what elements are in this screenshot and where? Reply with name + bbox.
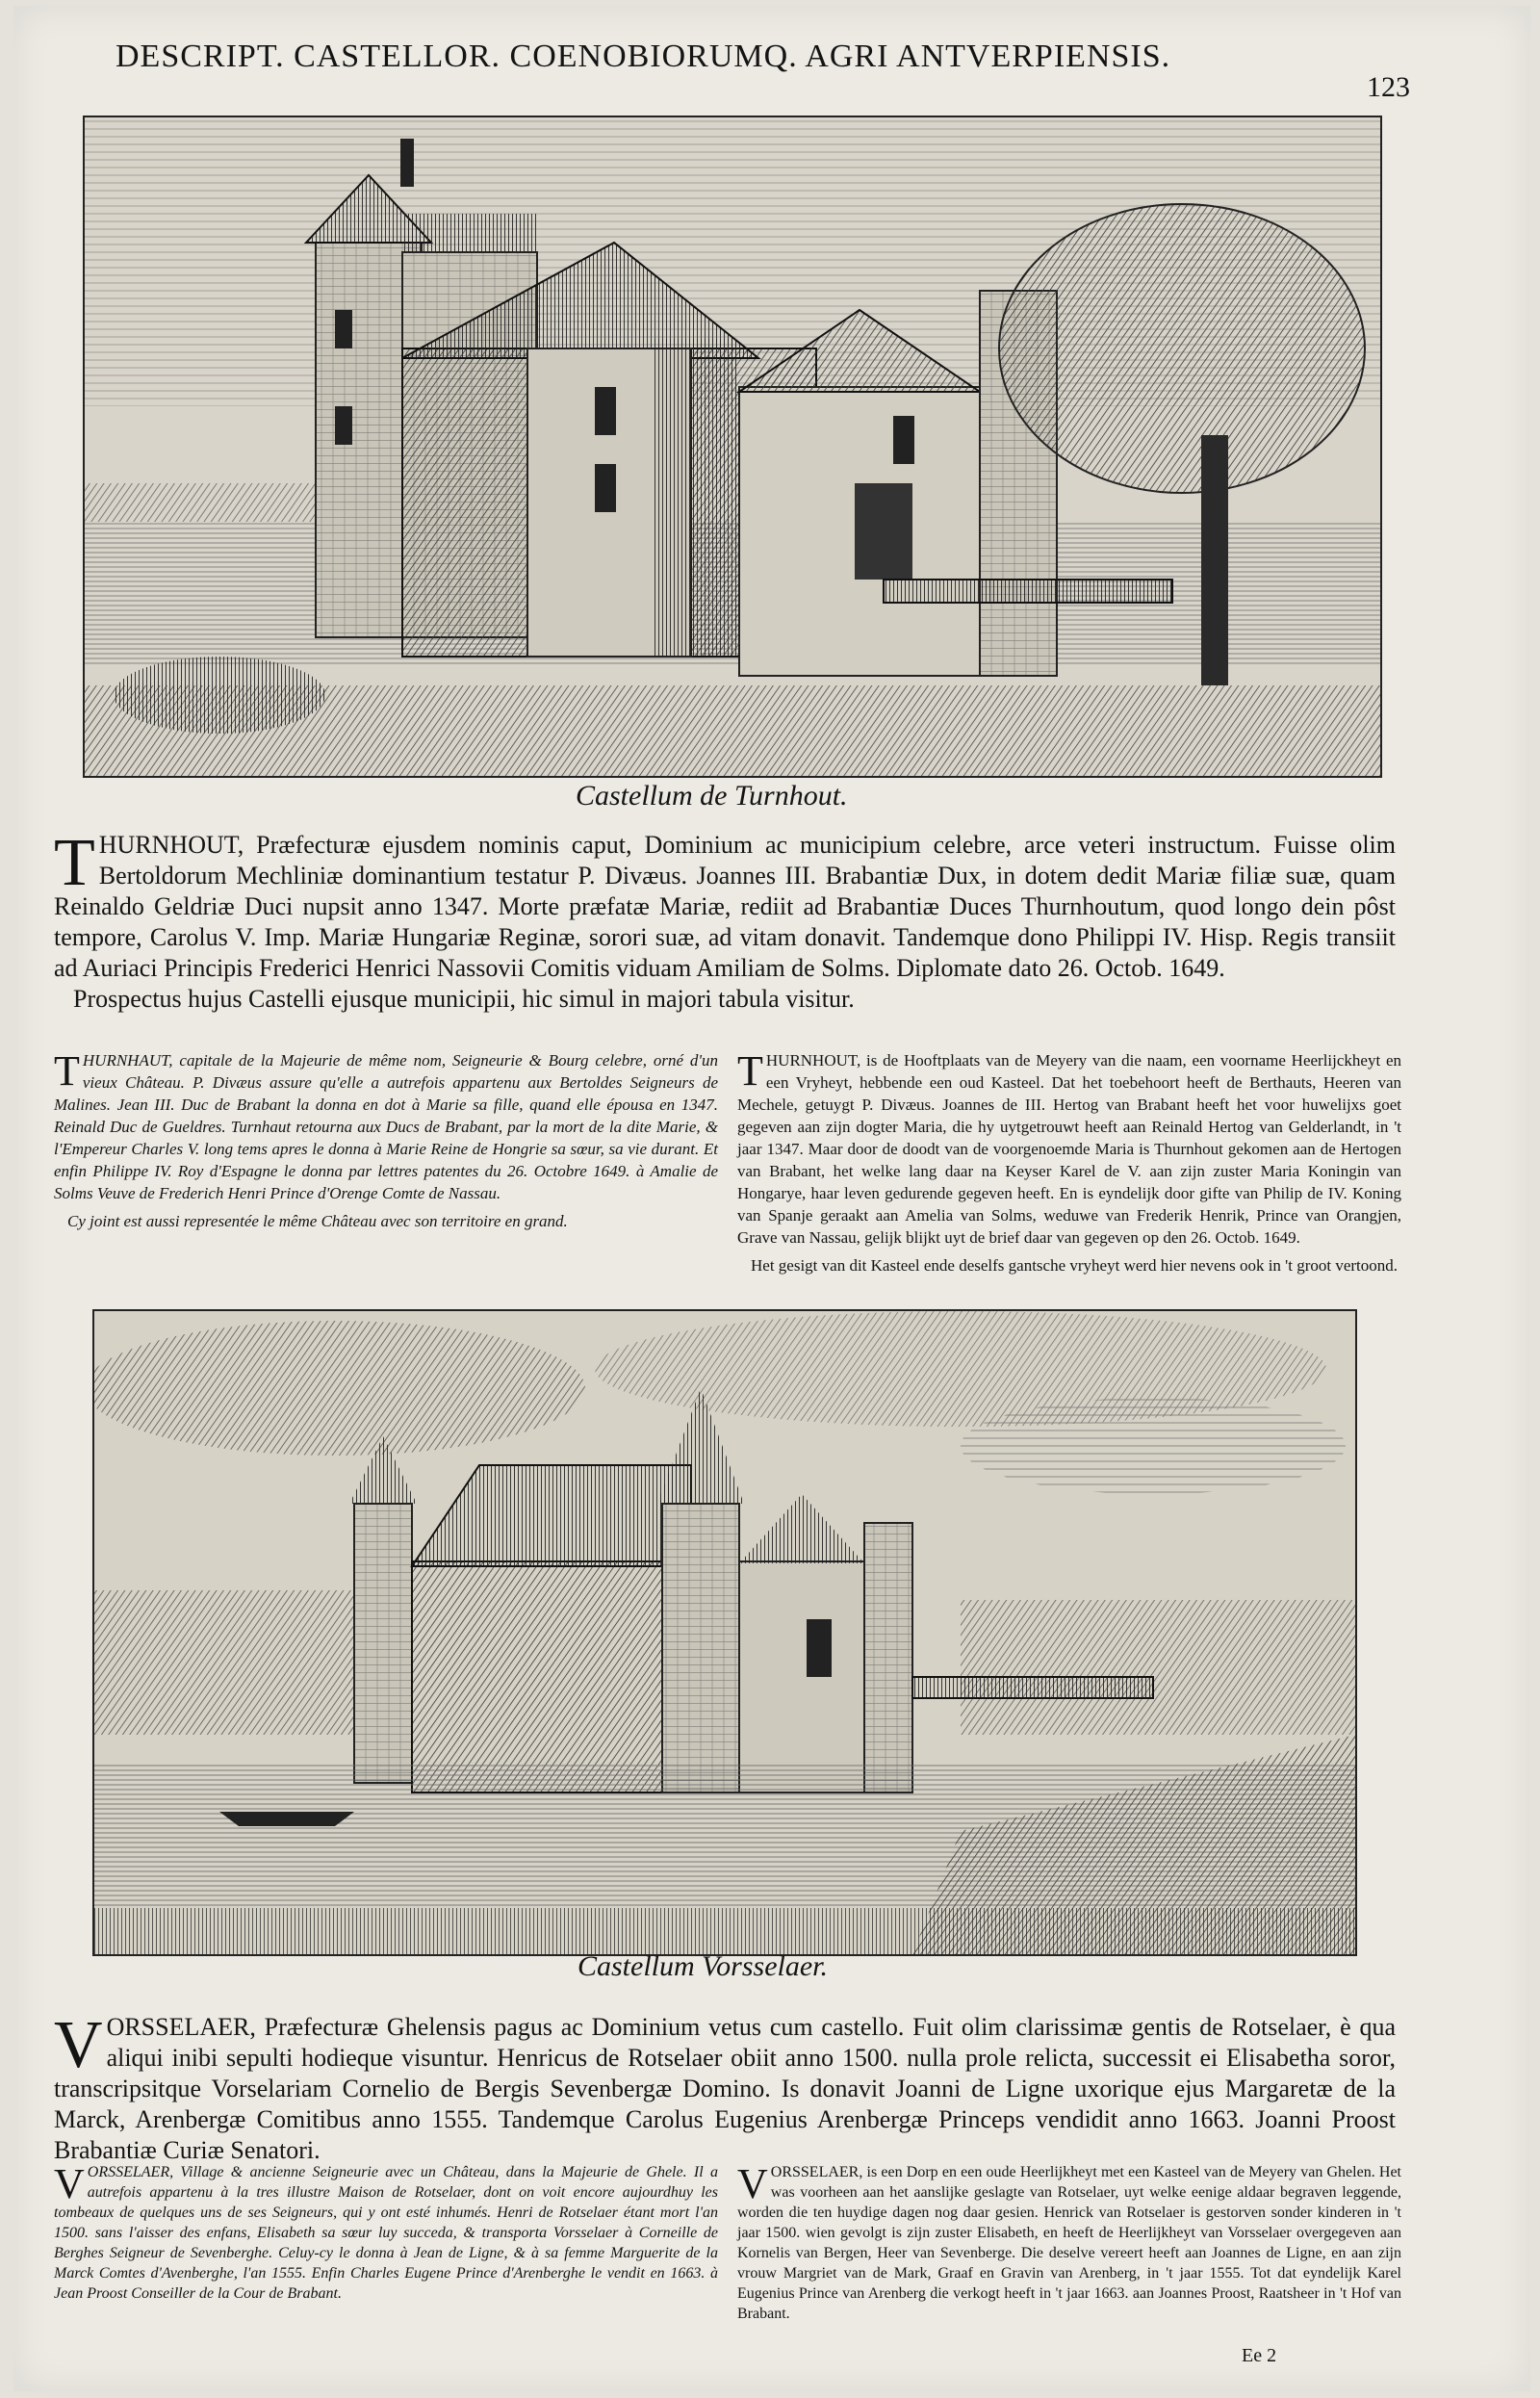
engraving-turnhout	[85, 117, 1380, 776]
dropcap: V	[54, 2008, 103, 2082]
latin-prospectus-note: Prospectus hujus Castelli ejusque municipii, hic simul in majori tabula visitur.	[73, 985, 855, 1013]
plate-castellum-vorsselaer	[92, 1309, 1357, 1956]
dropcap: T	[54, 1047, 80, 1095]
dutch-paragraph: ORSSELAER, is een Dorp en een oude Heerlijkheyt met een Kasteel van de Meyery van Ghelen. Het was voorheen aan het aanslijke geslagte van Rotselaer, uyt welke eenige aldaar begraven leggende, worden die ten huydige dagen nog daar gesien. Henrick van Rotselaer is gestorven sonder kinderen in 't jaar 1500. wien gevolgt is zijn zuster Elisabeth, en heeft de Heerlijkheyt van Vorsselaer overgegeven aan Kornelis van Bergen, Heer van Sevenberge. Die deselve vereert heeft aan Joannes de Ligne, en aan zijn vrouw Margriet van de Mark, Graaf en Gravin van Arenberg, in 't jaar 1555. Tot dat eyndelijk Karel Eugenius Prince van Arenberg die verkogt heeft in 't jaar 1663. aan Joannes Proost, Raatsheer in 't Hof van Brabant.	[737, 2164, 1401, 2322]
plate-castellum-turnhout	[83, 116, 1382, 778]
engraving-vorsselaer	[94, 1311, 1355, 1954]
plate-caption-vorsselaer: Castellum Vorsselaer.	[578, 1950, 829, 1982]
latin-paragraph: ORSSELAER, Præfecturæ Ghelensis pagus ac Dominium vetus cum castello. Fuit olim clarissimæ gentis de Rotselaer, è qua aliqui inibi sepulti hodieque visuntur. Henricus de Rotselaer obiit anno 1500. nulla prole relicta, successit ei Elisabetha soror, transcripsitque Vorselariam Cornelio de Bergis Sevenbergæ Domino. Is donavit Joanni de Ligne uxorique ejus Margaretæ de la Marck, Arenbergæ Comitibus anno 1555. Tandemque Carolus Eugenius Arenbergæ Princeps vendidit anno 1663. Joanni Proost Brabantiæ Curiæ Senatori.	[54, 2013, 1396, 2164]
dropcap: T	[737, 1047, 763, 1095]
dutch-column-turnhout	[737, 1049, 1401, 1276]
plate-caption-turnhout: Castellum de Turnhout.	[576, 780, 848, 812]
french-note: Cy joint est aussi representée le même Château avec son territoire en grand.	[67, 1212, 568, 1230]
french-column-vorsselaer	[54, 2162, 718, 2304]
latin-text-turnhout	[54, 826, 1396, 1015]
page-number: 123	[1367, 71, 1410, 103]
dutch-note: Het gesigt van dit Kasteel ende deselfs gantsche vryheyt werd hier nevens ook in 't groot vertoond.	[751, 1256, 1399, 1275]
french-paragraph: ORSSELAER, Village & ancienne Seigneurie avec un Château, dans la Majeurie de Ghele. Il a autrefois appartenu à la tres illustre Maison de Rotselaer, dont on voit encore aujourdhuy les tombeaux de quelques uns de ses Seigneurs, qui y ont esté inhumés. Henri de Rotselaer étant mort l'an 1500. sans l'aisser des enfans, Elisabeth sa sœur luy succeda, & transporta Vorsselaer à Corneille de Berghes Seigneur de Sevenberghe. Celuy-cy le donna à Jean de Ligne, & à sa femme Marguerite de la Marck Comtes d'Avenberghe, l'an 1555. Enfin Charles Eugene Prince d'Arenberghe le vendit en 1663. à Jean Proost Conseiller de la Cour de Brabant.	[54, 2164, 718, 2302]
signature-mark: Ee 2	[1242, 2345, 1277, 2366]
latin-text-vorsselaer	[54, 2008, 1396, 2166]
dropcap: V	[54, 2160, 85, 2207]
latin-paragraph: HURNHOUT, Præfecturæ ejusdem nominis caput, Dominium ac municipium celebre, arce veteri instructum. Fuisse olim Bertoldorum Mechliniæ dominantium testatur P. Divæus. Joannes III. Brabantiæ Dux, in dotem dedit Mariæ filiæ suæ, quam Reinaldo Geldriæ Duci nupsit anno 1347. Morte præfatæ Mariæ, rediit ad Brabantiæ Duces Thurnhoutum, quod longo dein pôst tempore, Carolus V. Imp. Mariæ Hungariæ Reginæ, sorori suæ, ad vitam donavit. Tandemque dono Philippi IV. Hisp. Regis transiit ad Auriaci Principis Frederici Henrici Nassovii Comitis viduam Amiliam de Solms. Diplomate dato 26. Octob. 1649.	[54, 831, 1396, 982]
dutch-column-vorsselaer	[737, 2162, 1401, 2324]
dropcap: T	[54, 826, 95, 900]
french-column-turnhout	[54, 1049, 718, 1232]
dutch-paragraph: HURNHOUT, is de Hooftplaats van de Meyery van die naam, een voorname Heerlijckheyt en een Vryheyt, hebbende een oud Kasteel. Dat het toebehoort heeft de Berthauts, Heeren van Mechele, getuygt P. Divæus. Joannes de III. Hertog van Brabant heeft het voor huwelijxs goet gegeven aan zijn dogter Maria, die hy uytgetrouwt heeft aan Reinald Hertog van Gelderlandt, in 't jaar 1347. Maar door de doodt van de voorgenoemde Maria is Thurnhout gekomen aan de Hertogen van Brabant, het welke lang daar na Keyser Karel de V. aan zijn zuster Maria Koningin van Hongarye, haar leven gedurende gegeven heeft. En is eyndelijk door gifte van Philip de IV. Koning van Spanje geraakt aan Amelia van Solms, weduwe van Frederik Henrik, Prince van Orangjen, Grave van Nassau, gelijk blijkt uyt de brief daar van gegeven op den 26. Octob. 1649.	[737, 1051, 1401, 1247]
running-title: DESCRIPT. CASTELLOR. COENOBIORUMQ. AGRI ANTVERPIENSIS.	[116, 39, 1171, 74]
french-paragraph: HURNHAUT, capitale de la Majeurie de même nom, Seigneurie & Bourg celebre, orné d'un vieux Château. P. Divæus assure qu'elle a autrefois appartenu aux Bertoldes Seigneurs de Malines. Jean III. Duc de Brabant la donna en dot à Marie sa fille, quand elle épousa en 1347. Reinald Duc de Gueldres. Turnhaut retourna aux Ducs de Brabant, par la mort de la dite Marie, & l'Empereur Charles V. long tems apres le donna à Marie Reine de Hongrie sa sœur, sa vie durant. Et enfin Philippe IV. Roy d'Espagne le donna par lettres patentes du 26. Octobre 1649. à Amalie de Solms Veuve de Frederich Henri Prince d'Orenge Comte de Nassau.	[54, 1051, 718, 1202]
dropcap: V	[737, 2160, 768, 2207]
